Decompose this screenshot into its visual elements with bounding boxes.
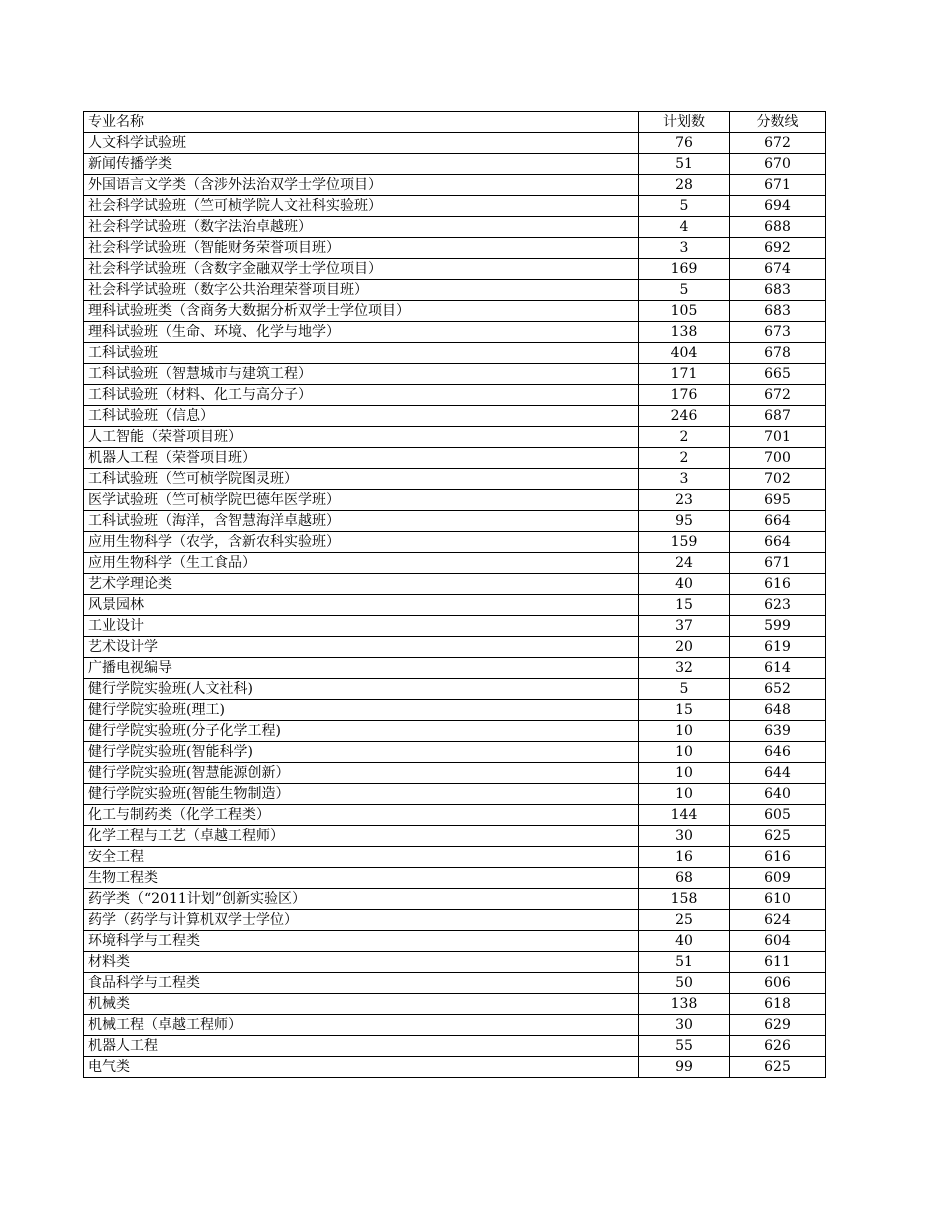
plan-count-cell: 15 bbox=[639, 595, 730, 616]
cutoff-score-cell: 673 bbox=[730, 322, 826, 343]
plan-count-cell: 3 bbox=[639, 469, 730, 490]
table-row bbox=[84, 826, 826, 847]
major-name-cell: 社会科学试验班（含数字金融双学士学位项目） bbox=[84, 259, 639, 280]
plan-count-cell: 10 bbox=[639, 742, 730, 763]
major-name-cell: 健行学院实验班(理工) bbox=[84, 700, 639, 721]
cutoff-score-cell: 625 bbox=[730, 1057, 826, 1078]
plan-count-cell: 138 bbox=[639, 322, 730, 343]
plan-count-cell: 51 bbox=[639, 952, 730, 973]
table-row bbox=[84, 448, 826, 469]
plan-count-cell: 68 bbox=[639, 868, 730, 889]
major-name-cell: 人文科学试验班 bbox=[84, 133, 639, 154]
cutoff-score-cell: 672 bbox=[730, 133, 826, 154]
header-plan-count: 计划数 bbox=[639, 112, 730, 133]
major-name-cell: 化学工程与工艺（卓越工程师） bbox=[84, 826, 639, 847]
plan-count-cell: 10 bbox=[639, 784, 730, 805]
table-row bbox=[84, 679, 826, 700]
plan-count-cell: 10 bbox=[639, 763, 730, 784]
plan-count-cell: 37 bbox=[639, 616, 730, 637]
plan-count-cell: 2 bbox=[639, 427, 730, 448]
table-row bbox=[84, 259, 826, 280]
cutoff-score-cell: 616 bbox=[730, 847, 826, 868]
major-name-cell: 工业设计 bbox=[84, 616, 639, 637]
major-name-cell: 材料类 bbox=[84, 952, 639, 973]
table-row bbox=[84, 175, 826, 196]
table-row bbox=[84, 742, 826, 763]
major-name-cell: 机械类 bbox=[84, 994, 639, 1015]
cutoff-score-cell: 629 bbox=[730, 1015, 826, 1036]
major-name-cell: 艺术学理论类 bbox=[84, 574, 639, 595]
cutoff-score-cell: 701 bbox=[730, 427, 826, 448]
major-name-cell: 机器人工程 bbox=[84, 1036, 639, 1057]
cutoff-score-cell: 625 bbox=[730, 826, 826, 847]
plan-count-cell: 5 bbox=[639, 280, 730, 301]
table-row bbox=[84, 469, 826, 490]
plan-count-cell: 144 bbox=[639, 805, 730, 826]
major-name-cell: 药学（药学与计算机双学士学位） bbox=[84, 910, 639, 931]
table-row bbox=[84, 952, 826, 973]
table-row bbox=[84, 616, 826, 637]
cutoff-score-cell: 694 bbox=[730, 196, 826, 217]
cutoff-score-cell: 688 bbox=[730, 217, 826, 238]
table-row bbox=[84, 196, 826, 217]
cutoff-score-cell: 611 bbox=[730, 952, 826, 973]
major-name-cell: 机械工程（卓越工程师） bbox=[84, 1015, 639, 1036]
major-name-cell: 生物工程类 bbox=[84, 868, 639, 889]
plan-count-cell: 159 bbox=[639, 532, 730, 553]
major-name-cell: 社会科学试验班（智能财务荣誉项目班） bbox=[84, 238, 639, 259]
table-row bbox=[84, 1015, 826, 1036]
cutoff-score-cell: 624 bbox=[730, 910, 826, 931]
plan-count-cell: 138 bbox=[639, 994, 730, 1015]
header-cutoff-score: 分数线 bbox=[730, 112, 826, 133]
major-name-cell: 艺术设计学 bbox=[84, 637, 639, 658]
plan-count-cell: 3 bbox=[639, 238, 730, 259]
cutoff-score-cell: 652 bbox=[730, 679, 826, 700]
cutoff-score-cell: 683 bbox=[730, 280, 826, 301]
plan-count-cell: 4 bbox=[639, 217, 730, 238]
major-name-cell: 工科试验班（信息） bbox=[84, 406, 639, 427]
table-body bbox=[84, 112, 826, 1078]
cutoff-score-cell: 610 bbox=[730, 889, 826, 910]
cutoff-score-cell: 605 bbox=[730, 805, 826, 826]
cutoff-score-cell: 672 bbox=[730, 385, 826, 406]
plan-count-cell: 158 bbox=[639, 889, 730, 910]
plan-count-cell: 40 bbox=[639, 931, 730, 952]
plan-count-cell: 23 bbox=[639, 490, 730, 511]
major-name-cell: 安全工程 bbox=[84, 847, 639, 868]
table-row bbox=[84, 721, 826, 742]
major-name-cell: 工科试验班 bbox=[84, 343, 639, 364]
plan-count-cell: 169 bbox=[639, 259, 730, 280]
table-row bbox=[84, 1036, 826, 1057]
table-row bbox=[84, 406, 826, 427]
plan-count-cell: 55 bbox=[639, 1036, 730, 1057]
table-row bbox=[84, 1057, 826, 1078]
plan-count-cell: 2 bbox=[639, 448, 730, 469]
major-name-cell: 环境科学与工程类 bbox=[84, 931, 639, 952]
cutoff-score-cell: 692 bbox=[730, 238, 826, 259]
table-row bbox=[84, 238, 826, 259]
major-name-cell: 理科试验班（生命、环境、化学与地学） bbox=[84, 322, 639, 343]
plan-count-cell: 5 bbox=[639, 196, 730, 217]
cutoff-score-cell: 640 bbox=[730, 784, 826, 805]
plan-count-cell: 51 bbox=[639, 154, 730, 175]
table-row bbox=[84, 595, 826, 616]
cutoff-score-cell: 639 bbox=[730, 721, 826, 742]
cutoff-score-cell: 670 bbox=[730, 154, 826, 175]
table-row bbox=[84, 364, 826, 385]
table-row bbox=[84, 637, 826, 658]
plan-count-cell: 99 bbox=[639, 1057, 730, 1078]
major-name-cell: 工科试验班（竺可桢学院图灵班） bbox=[84, 469, 639, 490]
major-name-cell: 工科试验班（海洋，含智慧海洋卓越班） bbox=[84, 511, 639, 532]
cutoff-score-cell: 671 bbox=[730, 175, 826, 196]
cutoff-score-cell: 644 bbox=[730, 763, 826, 784]
plan-count-cell: 30 bbox=[639, 826, 730, 847]
table-row bbox=[84, 385, 826, 406]
cutoff-score-cell: 664 bbox=[730, 511, 826, 532]
plan-count-cell: 5 bbox=[639, 679, 730, 700]
plan-count-cell: 20 bbox=[639, 637, 730, 658]
table-row bbox=[84, 280, 826, 301]
cutoff-score-cell: 664 bbox=[730, 532, 826, 553]
plan-count-cell: 30 bbox=[639, 1015, 730, 1036]
major-name-cell: 食品科学与工程类 bbox=[84, 973, 639, 994]
table-row bbox=[84, 889, 826, 910]
table-row bbox=[84, 910, 826, 931]
major-name-cell: 医学试验班（竺可桢学院巴德年医学班） bbox=[84, 490, 639, 511]
major-name-cell: 外国语言文学类（含涉外法治双学士学位项目） bbox=[84, 175, 639, 196]
cutoff-score-cell: 618 bbox=[730, 994, 826, 1015]
cutoff-score-cell: 674 bbox=[730, 259, 826, 280]
major-name-cell: 健行学院实验班(人文社科) bbox=[84, 679, 639, 700]
table-row bbox=[84, 763, 826, 784]
table-row bbox=[84, 427, 826, 448]
major-name-cell: 化工与制药类（化学工程类） bbox=[84, 805, 639, 826]
plan-count-cell: 10 bbox=[639, 721, 730, 742]
cutoff-score-cell: 678 bbox=[730, 343, 826, 364]
plan-count-cell: 15 bbox=[639, 700, 730, 721]
table-row bbox=[84, 700, 826, 721]
major-name-cell: 理科试验班类（含商务大数据分析双学士学位项目） bbox=[84, 301, 639, 322]
table-row bbox=[84, 868, 826, 889]
major-name-cell: 应用生物科学（农学，含新农科实验班） bbox=[84, 532, 639, 553]
plan-count-cell: 50 bbox=[639, 973, 730, 994]
major-name-cell: 健行学院实验班(智慧能源创新） bbox=[84, 763, 639, 784]
plan-count-cell: 16 bbox=[639, 847, 730, 868]
table-row bbox=[84, 553, 826, 574]
table-row bbox=[84, 217, 826, 238]
cutoff-score-cell: 687 bbox=[730, 406, 826, 427]
major-name-cell: 新闻传播学类 bbox=[84, 154, 639, 175]
plan-count-cell: 25 bbox=[639, 910, 730, 931]
major-name-cell: 健行学院实验班(智能生物制造） bbox=[84, 784, 639, 805]
cutoff-score-cell: 665 bbox=[730, 364, 826, 385]
cutoff-score-cell: 626 bbox=[730, 1036, 826, 1057]
major-name-cell: 健行学院实验班(分子化学工程) bbox=[84, 721, 639, 742]
table-row bbox=[84, 322, 826, 343]
cutoff-score-cell: 609 bbox=[730, 868, 826, 889]
cutoff-score-cell: 683 bbox=[730, 301, 826, 322]
plan-count-cell: 32 bbox=[639, 658, 730, 679]
cutoff-score-cell: 623 bbox=[730, 595, 826, 616]
admission-score-table bbox=[83, 111, 826, 1078]
major-name-cell: 工科试验班（材料、化工与高分子） bbox=[84, 385, 639, 406]
major-name-cell: 社会科学试验班（数字法治卓越班） bbox=[84, 217, 639, 238]
cutoff-score-cell: 599 bbox=[730, 616, 826, 637]
major-name-cell: 药学类（“2011计划”创新实验区） bbox=[84, 889, 639, 910]
cutoff-score-cell: 648 bbox=[730, 700, 826, 721]
major-name-cell: 社会科学试验班（数字公共治理荣誉项目班） bbox=[84, 280, 639, 301]
cutoff-score-cell: 616 bbox=[730, 574, 826, 595]
cutoff-score-cell: 671 bbox=[730, 553, 826, 574]
major-name-cell: 社会科学试验班（竺可桢学院人文社科实验班） bbox=[84, 196, 639, 217]
major-name-cell: 广播电视编导 bbox=[84, 658, 639, 679]
cutoff-score-cell: 700 bbox=[730, 448, 826, 469]
table-row bbox=[84, 931, 826, 952]
plan-count-cell: 404 bbox=[639, 343, 730, 364]
plan-count-cell: 171 bbox=[639, 364, 730, 385]
table-header-row bbox=[84, 112, 826, 133]
cutoff-score-cell: 604 bbox=[730, 931, 826, 952]
plan-count-cell: 176 bbox=[639, 385, 730, 406]
table-row bbox=[84, 532, 826, 553]
table-row bbox=[84, 154, 826, 175]
plan-count-cell: 28 bbox=[639, 175, 730, 196]
cutoff-score-cell: 695 bbox=[730, 490, 826, 511]
table-row bbox=[84, 574, 826, 595]
table-row bbox=[84, 133, 826, 154]
plan-count-cell: 40 bbox=[639, 574, 730, 595]
plan-count-cell: 246 bbox=[639, 406, 730, 427]
cutoff-score-cell: 614 bbox=[730, 658, 826, 679]
major-name-cell: 电气类 bbox=[84, 1057, 639, 1078]
major-name-cell: 应用生物科学（生工食品） bbox=[84, 553, 639, 574]
cutoff-score-cell: 619 bbox=[730, 637, 826, 658]
plan-count-cell: 24 bbox=[639, 553, 730, 574]
table-row bbox=[84, 784, 826, 805]
table-row bbox=[84, 343, 826, 364]
table-row bbox=[84, 490, 826, 511]
major-name-cell: 风景园林 bbox=[84, 595, 639, 616]
table-row bbox=[84, 994, 826, 1015]
major-name-cell: 健行学院实验班(智能科学) bbox=[84, 742, 639, 763]
cutoff-score-cell: 702 bbox=[730, 469, 826, 490]
cutoff-score-cell: 606 bbox=[730, 973, 826, 994]
table-row bbox=[84, 511, 826, 532]
major-name-cell: 人工智能（荣誉项目班） bbox=[84, 427, 639, 448]
table-row bbox=[84, 658, 826, 679]
table-row bbox=[84, 805, 826, 826]
plan-count-cell: 76 bbox=[639, 133, 730, 154]
major-name-cell: 工科试验班（智慧城市与建筑工程） bbox=[84, 364, 639, 385]
major-name-cell: 机器人工程（荣誉项目班） bbox=[84, 448, 639, 469]
header-major-name: 专业名称 bbox=[84, 112, 639, 133]
plan-count-cell: 105 bbox=[639, 301, 730, 322]
plan-count-cell: 95 bbox=[639, 511, 730, 532]
table-row bbox=[84, 973, 826, 994]
table-row bbox=[84, 301, 826, 322]
table-row bbox=[84, 847, 826, 868]
cutoff-score-cell: 646 bbox=[730, 742, 826, 763]
